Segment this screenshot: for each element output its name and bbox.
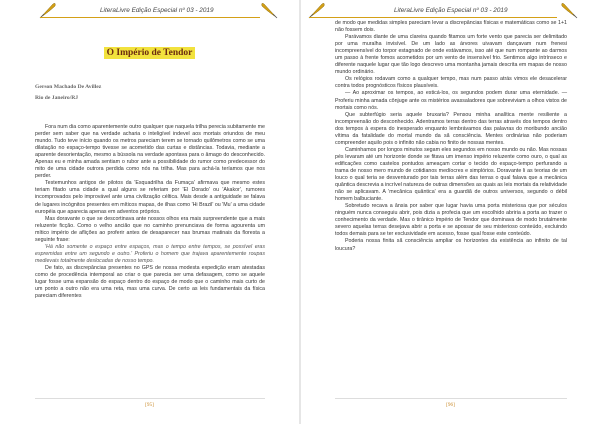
paragraph: Os relógios rodavam como a qualquer tempo, mas num passo atrás vimos ele desacelerar contra todos prognósticos físicos plausíveis.	[335, 76, 567, 90]
paragraph: Poderia nossa finita sã consciência ampliar os horizontes da existência ao infinito de tal loucura?	[335, 238, 567, 252]
footer-rule	[35, 398, 265, 399]
header-rule	[40, 17, 260, 18]
paragraph: Testemunhos antigos de pilotos da 'Esquadrilha da Fumaça' afirmava que mesmo estes teriam fitado uma cidade a qual alguns se referiam por 'El Dorado' ou 'Akakor', rumores incomprovados pelo improvável ante uma civilização céltica. Mais desde a antiguidade se falava de lugares incógnitos presentes em míticos mapas, de ilhas como 'Hi Brazil' ou 'Mu' a uma cidade européia que aparecia apenas em adventos próprios.	[35, 180, 265, 215]
right-page	[301, 0, 600, 424]
header-title: LiteraLivre Edição Especial nº 03 - 2019	[100, 7, 214, 14]
page-number: [95]	[145, 402, 154, 408]
quote-paragraph: 'Há não somente o espaço entre espaços, mas o tempo entre tempos, se possível eras espremidas entre um segundo e outro.' Proferiu o homem que trajava aparentemente roupas medievais totalmente deslocadas de nosso tempo.	[35, 243, 265, 264]
header-rule	[309, 17, 557, 18]
author-name: Gerson Machado De Avillez	[35, 84, 102, 90]
paragraph: de modo que medidas simples pareciam levar a discrepâncias físicas e matemáticas como se 1+1 não fossem dois.	[335, 20, 567, 34]
quill-icon	[259, 0, 279, 20]
paragraph: — Ao aproximar os tempos, ao esticá-los, os segundos podem durar uma eternidade. — Proferiu minha amada cônjuge ante os mistérios avassaladores que sobreviviam a olhos vistos de mortais como nós.	[335, 90, 567, 111]
paragraph: De fato, as discrepâncias presentes no GPS de nossa modesta expedição eram atestadas como de procedência intemporal ao criar o que parecia ser uma defasagem, como se aquele lugar fosse uma expansão do espaço dentro do espaço de modo que o caminho mais curto de um ponto a outro não era uma reta, mas uma curva. De certo as leis fundamentais da física pareciam diferentes	[35, 264, 265, 300]
paragraph: Fora num dia como aparentemente outro qualquer que naquela trilha perecia subitamente me perder sem saber que na verdade acharia o inteligível indevel aos mortais oriundos de meu mundo. Tudo teve início quando os metros pareciam terem se tornado quilômetros como se uma dilatação no espaço-tempo tivesse se acometido das curtas e distâncias. Todavia, mediante a aparente desorientação, mesmo a bússola na verdade apontava para o âmago do desconhecido. Apenas eu e minha amada sentiam o rubor ante a possibilidade do rumor como predecessor do mito de uma cidade outrora perdida como nós na trilha. Mas para achá-la teríamos que nos perder.	[35, 124, 265, 180]
page-number: [96]	[446, 402, 455, 408]
footer-rule	[335, 398, 567, 399]
left-body-text	[35, 124, 265, 300]
paragraph: Sobretudo recava a ânsia por saber que lugar havia uma porta misteriosa que por séculos ninguém nunca conseguiu abrir, pois dizia a profecia que um escolhido abriria a porta ao trazer o conhecimento da verdade. Mas o tirânico Império de Tendor que dominava de modo brutalmente severo aquelas terras desejava abrir a porta e se apossar de seu misterioso conteúdo, excluindo todos demais para se ter exclusividade em acesso, fosse qual fosse este conteúdo.	[335, 203, 567, 238]
paragraph: Que subterfúgio seria aquele bruxaria? Pensou minha analítica mente resiliente a incompreensão do desconhecido. Adentramos terras dentro das terras através dos tempos dentro dos tempos à espera do inesperado enquanto lembrávamos das palavras do moribundo ancião vítima da fatalidade do mortal mundo da sã consciência. Mentes ordinárias não poderiam compreender aquilo pois o infinito não cabia no finito de nossas mentes.	[335, 111, 567, 146]
quill-icon	[559, 0, 579, 20]
header-title: LiteraLivre Edição Especial nº 03 - 2019	[394, 7, 508, 14]
author-location: Rio de Janeiro/RJ	[35, 95, 79, 101]
page-title: O Império de Tendor	[104, 47, 196, 59]
left-page	[0, 0, 299, 424]
right-body-text	[335, 20, 567, 253]
paragraph: Parávamos diante de uma clareira quando fitamos um forte vento que parecia ser delimitado por uma muralha invisível. De um lado as árvores uivavam dançavam num frenesi incompreensível do torpor estagnado de onde estávamos, isso até que num rompante ao darmos um passo à frente fomos acometidos por um vento de insensível frio. Sentimos algo intrínseco e diferente naquele lugar que tão logo descrevo uma montanha jamais descrita em mapas de nosso mundo ordinário.	[335, 34, 567, 76]
paragraph: Caminhamos por longos minutos segam eles segundos em nosso mundo ou não. Mas nossas pés levaram até um horizonte donde se fitava um imenso império reluzente como ouro, o qual as edificações como castelos pontudos ameaçam cortar o tecido do espaço-tempo perfurando a trama de nosso mero mundo de cotidianos medíocres e simplórios. Doravante li as teorias de um louco o qual teria se desventurado por tais terras além das terras o qual falava que a mecânica quântica descrevia a incrível natureza de outras dimensões as quais as leis mortais da relatividade não se aplicavam. A 'mecânica quântica' era a guardiã de outros universos, segundo o débil homem balbuciante.	[335, 146, 568, 203]
paragraph: Mas doravante o que se descortinava ante nossos olhos era mais surpreendente que a mais reluzente ficção. Como o velho ancião que no caminho prenunciava de forma agourenta um mítico império de aflições ao proferir antes de desaparecer nas brumas matinais da floresta a seguinte frase:	[35, 215, 265, 243]
left-page-header	[0, 0, 299, 24]
title-wrapper	[0, 42, 299, 60]
